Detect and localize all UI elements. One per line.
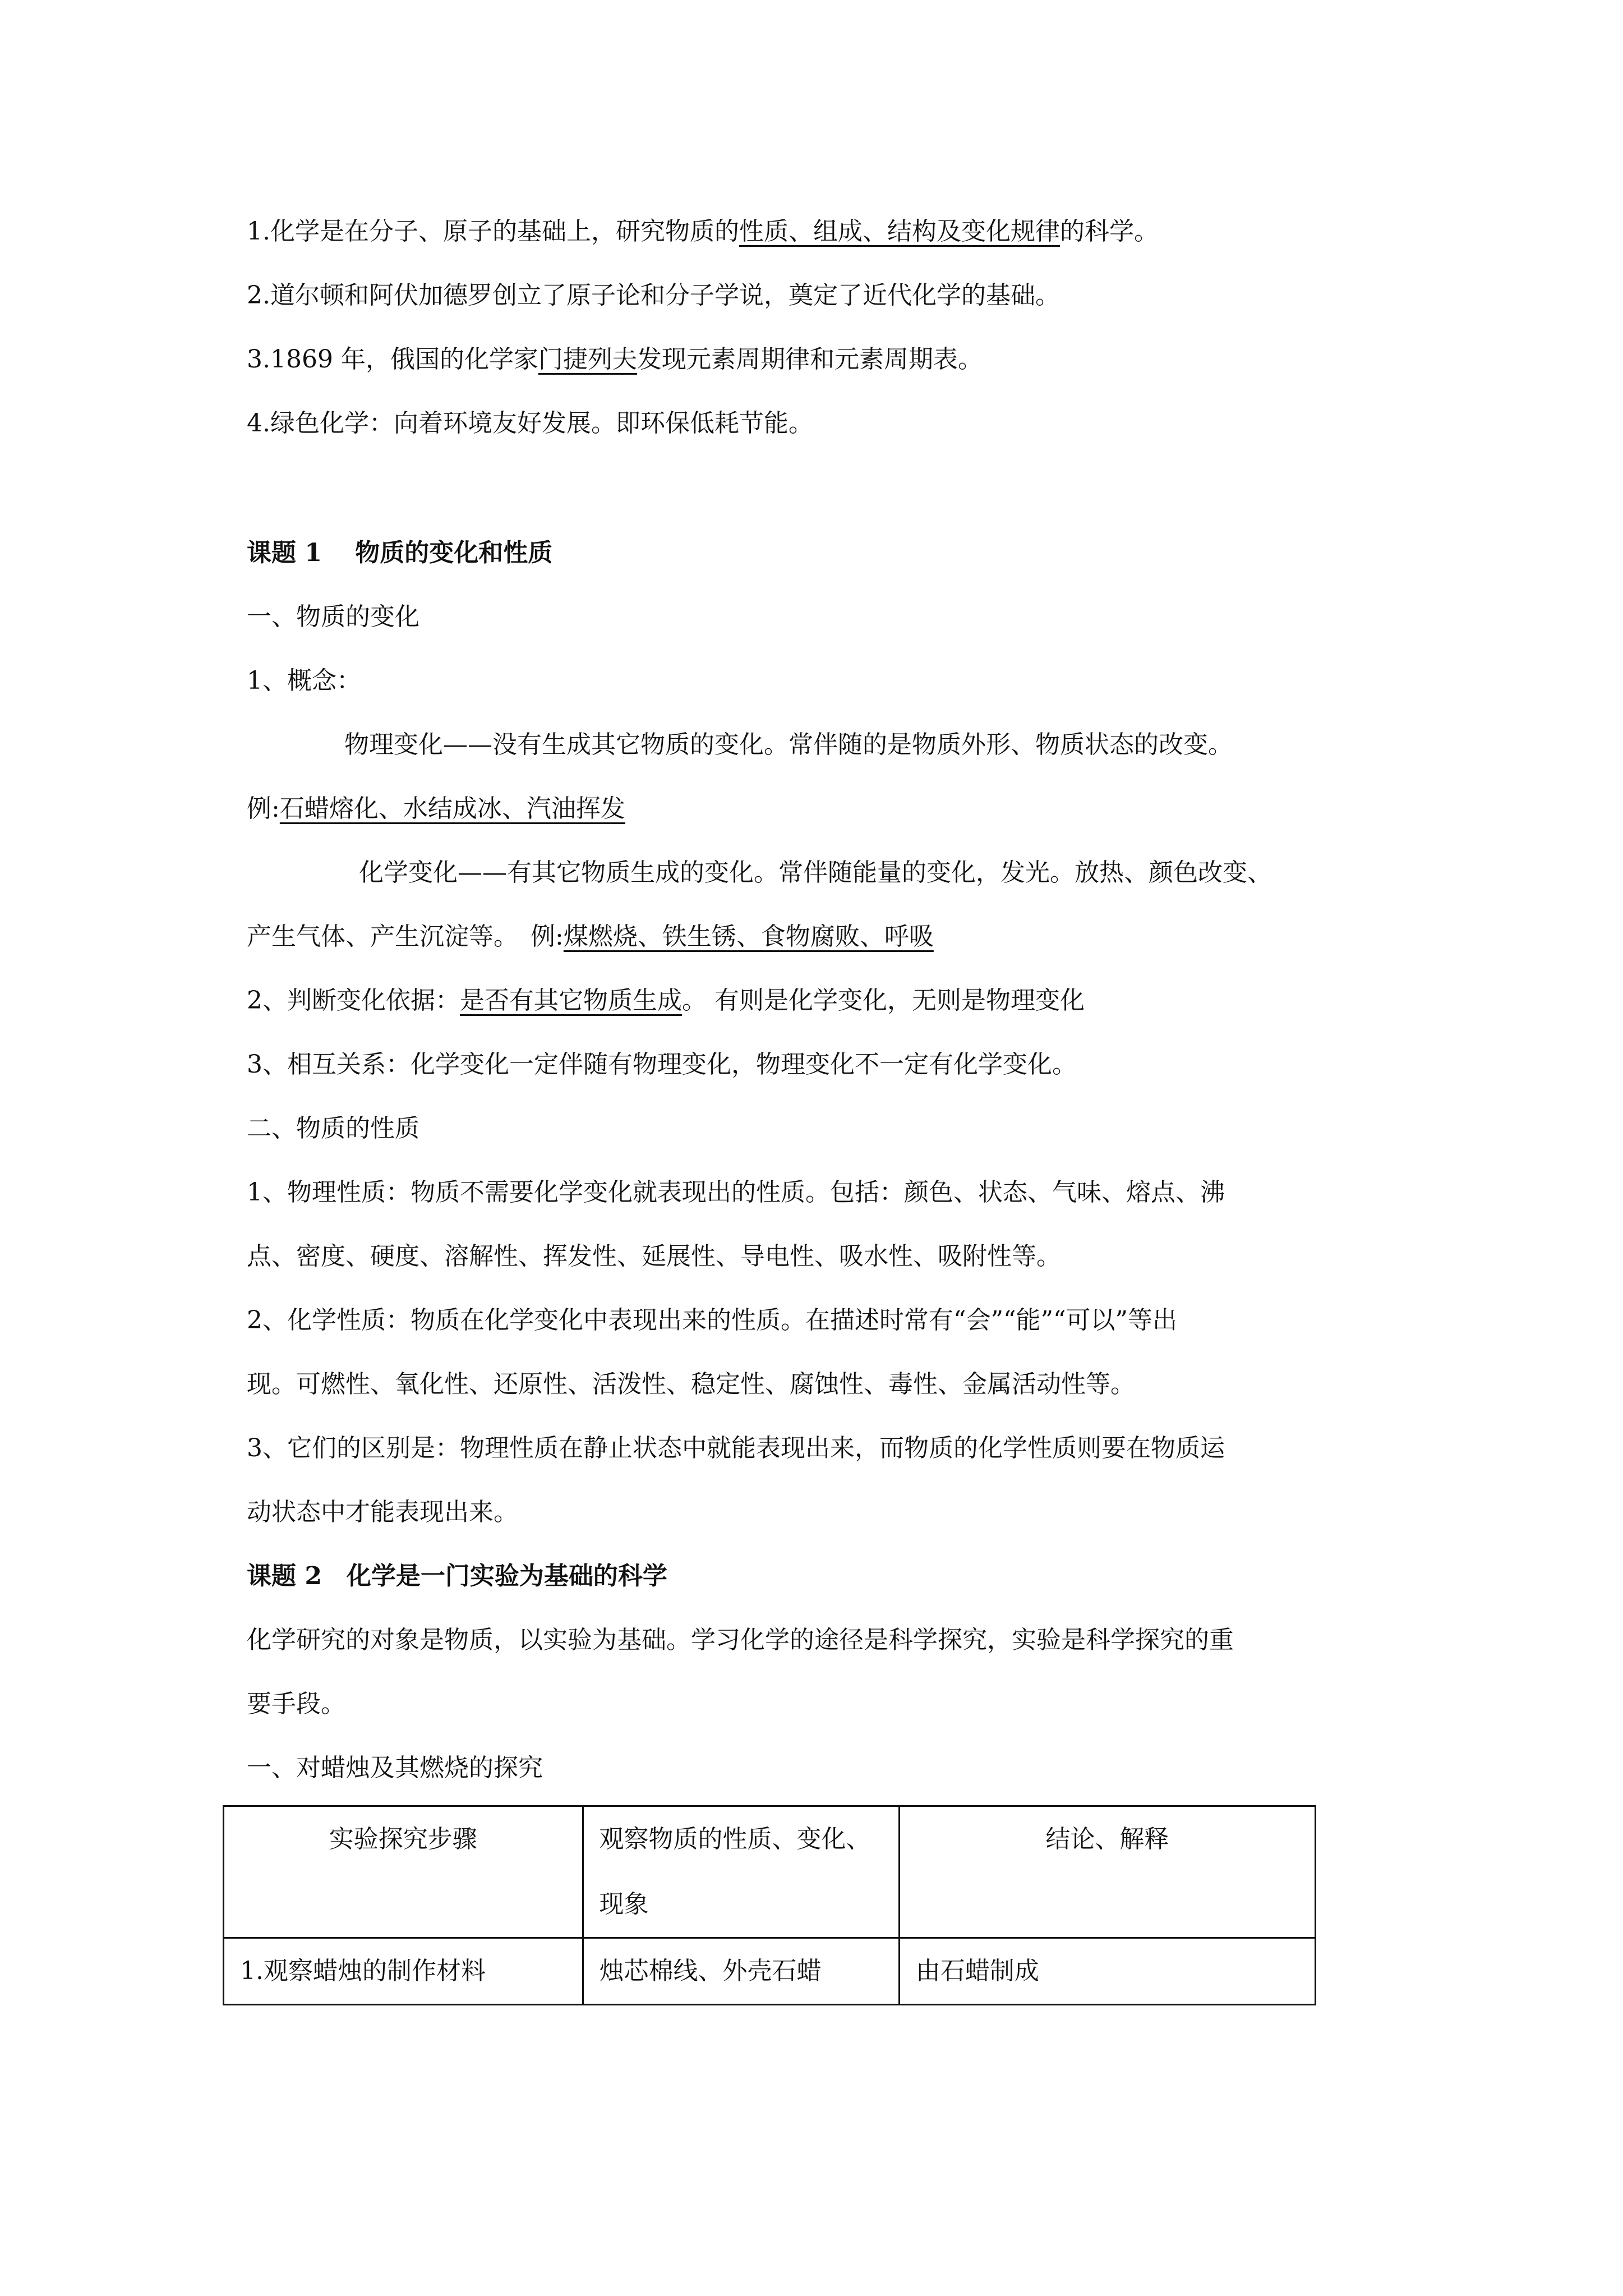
chemical-example-underlined: 煤燃烧、铁生锈、食物腐败、呼吸 (563, 922, 934, 951)
candle-experiment-table (223, 1805, 1316, 2005)
property-difference-line-2: 动状态中才能表现出来。 (247, 1498, 518, 1526)
chemical-change-definition: 化学变化——有其它物质生成的变化。常伴随能量的变化，发光。放热、颜色改变、 (359, 858, 1272, 887)
chemical-property-line-2: 现。可燃性、氧化性、还原性、活泼性、稳定性、腐蚀性、毒性、金属活动性等。 (247, 1370, 1135, 1398)
lesson2-intro-line-1: 化学研究的对象是物质，以实验为基础。学习化学的途径是科学探究，实验是科学探究的重 (247, 1626, 1234, 1654)
table-cell: 由石蜡制成 (899, 1938, 1315, 2005)
intro-item-1-prefix: 1.化学是在分子、原子的基础上，研究物质的 (247, 217, 739, 246)
intro-item-2: 2.道尔顿和阿伏加德罗创立了原子论和分子学说，奠定了近代化学的基础。 (247, 281, 1060, 310)
lesson2-intro-line-2: 要手段。 (247, 1690, 345, 1718)
lesson2-section-candle: 一、对蜡烛及其燃烧的探究 (247, 1754, 543, 1782)
physical-example-underlined: 石蜡熔化、水结成冰、汽油挥发 (279, 794, 625, 823)
lesson1-title: 课题 1 物质的变化和性质 (247, 539, 553, 567)
lesson1-section-changes: 一、物质的变化 (247, 602, 419, 631)
property-difference-line-1: 3、它们的区别是：物理性质在静止状态中就能表现出来，而物质的化学性质则要在物质运 (247, 1434, 1225, 1462)
table-header-cell: 结论、解释 (899, 1806, 1315, 1938)
change-basis-prefix: 2、判断变化依据： (247, 986, 460, 1015)
physical-change-example (247, 792, 625, 826)
intro-item-1-suffix: 的科学。 (1059, 217, 1159, 246)
physical-property-line-1: 1、物理性质：物质不需要化学变化就表现出的性质。包括：颜色、状态、气味、熔点、沸 (247, 1178, 1225, 1207)
change-basis-suffix: 。 有则是化学变化，无则是物理变化 (682, 986, 1085, 1015)
table-header-cell: 实验探究步骤 (224, 1806, 583, 1938)
intro-item-3-underlined: 门捷列夫 (538, 345, 637, 374)
table-header-row (224, 1806, 1316, 1938)
concept-label: 1、概念： (247, 666, 361, 695)
intro-item-4: 4.绿色化学：向着环境友好发展。即环保低耗节能。 (247, 409, 813, 438)
chemical-property-line-1: 2、化学性质：物质在化学变化中表现出来的性质。在描述时常有“会”“能”“可以”等出 (247, 1306, 1177, 1335)
chemical-change-continued: 产生气体、产生沉淀等。 例: (247, 922, 564, 951)
intro-item-1 (247, 215, 1159, 249)
table-header-cell: 观察物质的性质、变化、现象 (583, 1806, 899, 1938)
lesson2-title: 课题 2 化学是一门实验为基础的科学 (247, 1562, 667, 1590)
table-cell: 1.观察蜡烛的制作材料 (224, 1938, 583, 2005)
table-cell: 烛芯棉线、外壳石蜡 (583, 1938, 899, 2005)
intro-item-1-underlined: 性质、组成、结构及变化规律 (739, 217, 1060, 246)
intro-item-3 (247, 343, 983, 376)
intro-item-3-suffix: 发现元素周期律和元素周期表。 (637, 345, 983, 374)
change-basis (247, 984, 1085, 1018)
physical-change-definition: 物理变化——没有生成其它物质的变化。常伴随的是物质外形、物质状态的改变。 (344, 730, 1233, 759)
intro-item-3-prefix: 3.1869 年，俄国的化学家 (247, 345, 538, 374)
change-basis-underlined: 是否有其它物质生成 (460, 986, 682, 1015)
chemical-change-example (247, 920, 934, 954)
lesson1-section-properties: 二、物质的性质 (247, 1114, 419, 1143)
table-row (224, 1938, 1316, 2005)
physical-property-line-2: 点、密度、硬度、溶解性、挥发性、延展性、导电性、吸水性、吸附性等。 (247, 1242, 1061, 1271)
change-relation: 3、相互关系：化学变化一定伴随有物理变化，物理变化不一定有化学变化。 (247, 1050, 1077, 1079)
example-prefix: 例: (247, 794, 280, 823)
